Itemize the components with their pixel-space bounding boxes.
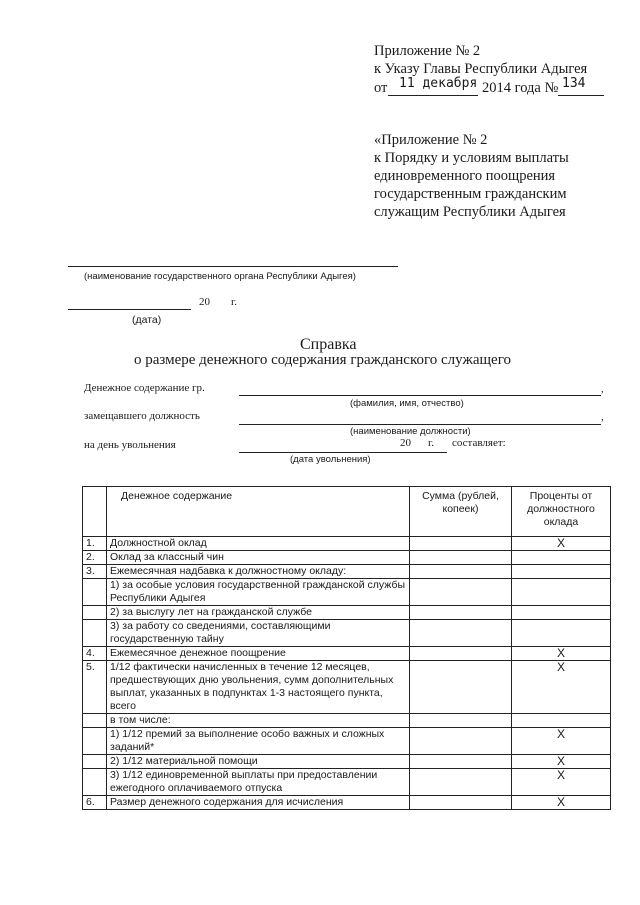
row-sum-cell bbox=[410, 565, 512, 579]
row-number bbox=[83, 728, 107, 755]
row-number bbox=[83, 579, 107, 606]
dismissal-line bbox=[239, 452, 447, 453]
row-percent-cell: X bbox=[512, 728, 611, 755]
row-percent-cell bbox=[512, 606, 611, 620]
date-line bbox=[68, 309, 191, 310]
row-sum-cell bbox=[410, 551, 512, 565]
document-title: Справка bbox=[300, 336, 357, 353]
appendix2-line5: служащим Республики Адыгея bbox=[374, 204, 566, 220]
row-text: 1) за особые условия государственной гражданской службы Республики Адыгея bbox=[107, 579, 410, 606]
date-year-prefix: 20 bbox=[199, 296, 210, 308]
row-number bbox=[83, 714, 107, 728]
date-caption: (дата) bbox=[132, 314, 162, 326]
appendix2-line4: государственным гражданским bbox=[374, 186, 567, 202]
salary-table bbox=[82, 486, 611, 810]
decree-number-handwritten: 134 bbox=[562, 76, 586, 91]
row-sum-cell bbox=[410, 755, 512, 769]
document-subtitle: о размере денежного содержания гражданского служащего bbox=[134, 352, 511, 368]
row-number bbox=[83, 755, 107, 769]
row-percent-cell: X bbox=[512, 796, 611, 810]
row-sum-cell bbox=[410, 647, 512, 661]
header-num bbox=[83, 487, 107, 537]
appendix2-line2: к Порядку и условиям выплаты bbox=[374, 150, 569, 166]
row-text: Ежемесячная надбавка к должностному окладу: bbox=[107, 565, 410, 579]
row-sum-cell bbox=[410, 579, 512, 606]
row-number: 5. bbox=[83, 661, 107, 714]
row-percent-cell: X bbox=[512, 647, 611, 661]
row-sum-cell bbox=[410, 537, 512, 551]
row-text: Ежемесячное денежное поощрение bbox=[107, 647, 410, 661]
row-percent-cell: X bbox=[512, 661, 611, 714]
header-sum: Сумма (рублей, копеек) bbox=[410, 487, 512, 537]
row-number: 6. bbox=[83, 796, 107, 810]
row-text: 2) 1/12 материальной помощи bbox=[107, 755, 410, 769]
amounts-label: составляет: bbox=[452, 437, 506, 449]
header-content: Денежное содержание bbox=[107, 487, 410, 537]
dismissal-label: на день увольнения bbox=[84, 439, 176, 451]
row-text: Оклад за классный чин bbox=[107, 551, 410, 565]
position-label: замещавшего должность bbox=[84, 410, 200, 422]
dismissal-year: 20 bbox=[400, 437, 411, 449]
table-row bbox=[83, 796, 611, 810]
row-percent-cell bbox=[512, 714, 611, 728]
dismissal-g: г. bbox=[428, 437, 435, 449]
table-row bbox=[83, 755, 611, 769]
decree-date-line bbox=[374, 79, 387, 98]
fullname-caption: (фамилия, имя, отчество) bbox=[350, 398, 464, 409]
table-row bbox=[83, 647, 611, 661]
fullname-comma: , bbox=[601, 383, 604, 395]
row-sum-cell bbox=[410, 728, 512, 755]
row-sum-cell bbox=[410, 606, 512, 620]
row-sum-cell bbox=[410, 620, 512, 647]
decree-line: к Указу Главы Республики Адыгея bbox=[374, 61, 588, 77]
table-row bbox=[83, 714, 611, 728]
dismissal-caption: (дата увольнения) bbox=[290, 454, 371, 465]
row-text: Размер денежного содержания для исчисления bbox=[107, 796, 410, 810]
row-number bbox=[83, 769, 107, 796]
row-text: 3) 1/12 единовременной выплаты при предоставлении ежегодного оплачиваемого отпуска bbox=[107, 769, 410, 796]
position-caption: (наименование должности) bbox=[350, 426, 471, 437]
table-row bbox=[83, 728, 611, 755]
table-row bbox=[83, 551, 611, 565]
row-percent-cell bbox=[512, 579, 611, 606]
row-number: 4. bbox=[83, 647, 107, 661]
row-sum-cell bbox=[410, 661, 512, 714]
table-row bbox=[83, 661, 611, 714]
row-percent-cell: X bbox=[512, 537, 611, 551]
header-percent: Проценты от должностного оклада bbox=[512, 487, 611, 537]
row-text: 1) 1/12 премий за выполнение особо важных и сложных заданий* bbox=[107, 728, 410, 755]
appendix-title: Приложение № 2 bbox=[374, 43, 481, 59]
appendix2-line3: единовременного поощрения bbox=[374, 168, 556, 184]
table-row bbox=[83, 620, 611, 647]
row-number: 3. bbox=[83, 565, 107, 579]
salary-label: Денежное содержание гр. bbox=[84, 382, 205, 394]
table-row bbox=[83, 606, 611, 620]
row-sum-cell bbox=[410, 796, 512, 810]
row-sum-cell bbox=[410, 714, 512, 728]
date-prefix: от bbox=[374, 80, 388, 96]
row-percent-cell: X bbox=[512, 755, 611, 769]
date-year-suffix: г. bbox=[231, 296, 238, 308]
row-number: 1. bbox=[83, 537, 107, 551]
row-number bbox=[83, 620, 107, 647]
row-percent-cell bbox=[512, 620, 611, 647]
row-percent-cell bbox=[512, 551, 611, 565]
row-percent-cell bbox=[512, 565, 611, 579]
org-name-caption: (наименование государственного органа Республики Адыгея) bbox=[84, 271, 356, 282]
number-underline bbox=[558, 95, 604, 96]
org-name-line bbox=[68, 266, 398, 267]
row-percent-cell: X bbox=[512, 769, 611, 796]
row-number: 2. bbox=[83, 551, 107, 565]
appendix2-title: «Приложение № 2 bbox=[374, 132, 488, 148]
table-row bbox=[83, 579, 611, 606]
row-text: 1/12 фактически начисленных в течение 12 месяцев, предшествующих дню увольнения, сумм дополнительных выплат, указанных в подпунктах 1-3 настоящего пункта, всего bbox=[107, 661, 410, 714]
table-row bbox=[83, 769, 611, 796]
row-text: Должностной оклад bbox=[107, 537, 410, 551]
fullname-line bbox=[239, 395, 601, 396]
row-text: 3) за работу со сведениями, составляющими государственную тайну bbox=[107, 620, 410, 647]
date-underline bbox=[388, 95, 478, 96]
row-number bbox=[83, 606, 107, 620]
table-header-row bbox=[83, 487, 611, 537]
position-line bbox=[239, 424, 601, 425]
row-text: в том числе: bbox=[107, 714, 410, 728]
row-sum-cell bbox=[410, 769, 512, 796]
table-row bbox=[83, 537, 611, 551]
table-row bbox=[83, 565, 611, 579]
position-comma: , bbox=[601, 411, 604, 423]
decree-year: 2014 года № bbox=[482, 80, 559, 96]
row-text: 2) за выслугу лет на гражданской службе bbox=[107, 606, 410, 620]
decree-date-handwritten: 11 декабря bbox=[399, 76, 478, 91]
